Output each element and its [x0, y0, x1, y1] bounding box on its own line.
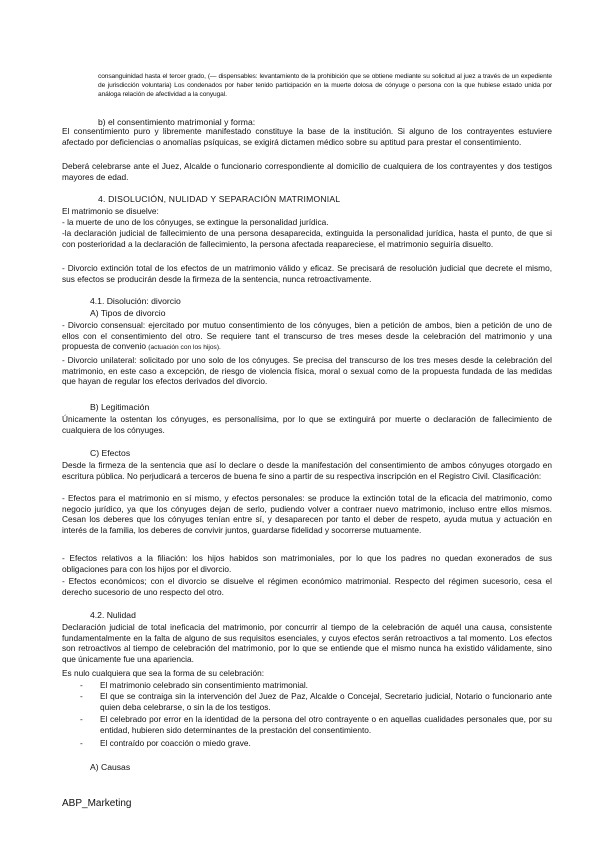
section-causas-heading: A) Causas — [90, 762, 131, 772]
section-4-paragraph-4: - Divorcio extinción total de los efectos de un matrimonio válido y eficaz. Se precisará de resolución judicial que decrete el mismo, sus efectos se producirán desde la firmeza de la sentencia, nunca retroactivamente. — [62, 263, 552, 284]
list-item — [80, 680, 552, 691]
list-item-text: El matrimonio celebrado sin consentimiento matrimonial. — [100, 680, 308, 690]
section-4-2-heading: 4.2. Nulidad — [90, 610, 136, 620]
section-4-paragraph-2: - la muerte de uno de los cónyuges, se extingue la personalidad jurídica. — [62, 217, 329, 227]
section-4-2-paragraph-1: Declaración judicial de total ineficacia del matrimonio, por concurrir al tiempo de la celebración de aquél una causa, consistente fundamentalmente en la falta de alguno de sus requisitos esenciales, y cuyos efectos serán retroactivos a tal momento. Los efectos son retroactivos al tiempo de celebración del matrimonio, por lo que se entiende que el mismo nunca ha existido válidamente, sino que únicamente fue una apariencia. — [62, 622, 552, 664]
section-b-legitimacion-paragraph: Únicamente la ostentan los cónyuges, es personalísima, por lo que se extinguirá por muerte o declaración de fallecimiento de cualquiera de los cónyuges. — [62, 414, 552, 435]
section-4-heading: 4. DISOLUCIÓN, NULIDAD Y SEPARACIÓN MATRIMONIAL — [98, 194, 341, 204]
list-item — [80, 691, 552, 712]
section-c-heading: C) Efectos — [90, 448, 131, 458]
list-item — [80, 738, 552, 749]
section-b-heading: b) el consentimiento matrimonial y forma: — [98, 117, 256, 127]
list-item-text: El celebrado por error en la identidad de la persona del otro contrayente o en aquellas cualidades personales que, por su entidad, hubieren sido determinantes de la prestación del consentimiento. — [100, 714, 552, 735]
section-b-legitimacion-heading: B) Legitimación — [90, 402, 150, 412]
section-a-paragraph-2: - Divorcio unilateral: solicitado por uno solo de los cónyuges. Se precisa del transcurso de los tres meses desde la celebración del matrimonio, en este caso a excepción, de riesgo de violencia física, moral o sexual como de la propuesta fundada de las medidas que hayan de regular los efectos derivados del divorcio. — [62, 355, 552, 386]
list-item — [80, 714, 552, 735]
list-item-text: El que se contraiga sin la intervención del Juez de Paz, Alcalde o Concejal, Secretario judicial, Notario o funcionario ante quien deba celebrarse, o sin la de los testigos. — [100, 691, 552, 712]
page-footer: ABP_Marketing — [62, 798, 132, 809]
section-b-paragraph-2: Deberá celebrarse ante el Juez, Alcalde o funcionario correspondiente al domicilio de cualquiera de los contrayentes y dos testigos mayores de edad. — [62, 161, 552, 182]
list-dash: - — [80, 738, 83, 748]
list-dash: - — [80, 680, 83, 690]
list-item-text: El contraído por coacción o miedo grave. — [100, 738, 251, 748]
list-dash: - — [80, 714, 83, 724]
section-a-heading: A) Tipos de divorcio — [90, 308, 166, 318]
section-4-1-heading: 4.1. Disolución: divorcio — [90, 296, 181, 306]
section-c-paragraph-1: Desde la firmeza de la sentencia que así lo declare o desde la manifestación del consentimiento de ambos cónyuges otorgado en escritura pública. No perjudicará a terceros de buena fe sino a partir de su respectiva inscripción en el Registro Civil. Clasificación: — [62, 460, 552, 481]
section-4-2-paragraph-2: Es nulo cualquiera que sea la forma de su celebración: — [62, 668, 265, 678]
section-a-paragraph-1-main: - Divorcio consensual: ejercitado por mutuo consentimiento de los cónyuges, bien a petición de ambos, bien a petición de uno de ellos con el consentimiento del otro. Se requiere tant el transcurso de tres meses desde la celebración del matrimonio y una propuesta de convenio — [62, 320, 552, 351]
intro-small-text: consanguinidad hasta el tercer grado, (— dispensables: levantamiento de la prohibición que se obtiene mediante su solicitud al juez a través de un expediente de jurisdicción voluntaria) Los condenados por haber tenido participación en la muerte dolosa de cónyuge o persona con la que hubiese estado unida por análoga relación de afectividad a la conyugal. — [98, 73, 552, 98]
section-4-paragraph-1: El matrimonio se disuelve: — [62, 206, 159, 216]
list-dash: - — [80, 691, 83, 701]
section-b-paragraph-1: El consentimiento puro y libremente manifestado constituye la base de la institución. Si alguno de los contrayentes estuviere afectado por deficiencias o anomalías psíquicas, se exigirá dictamen médico sobre su aptitud para prestar el consentimiento. — [62, 126, 552, 147]
section-a-paragraph-1-note: (actuación con los hijos). — [148, 344, 221, 351]
section-4-paragraph-3: -la declaración judicial de fallecimiento de una persona desaparecida, extinguida la personalidad jurídica, hasta el punto, de que si con posterioridad a la declaración de fallecimiento, la persona afectada reapareciese, el matrimonio seguiría disuelto. — [62, 228, 552, 249]
section-a-paragraph-1 — [62, 320, 552, 354]
section-c-paragraph-3: - Efectos relativos a la filiación: los hijos habidos son matrimoniales, por lo que los padres no quedan exonerados de sus obligaciones para con los hijos por el divorcio. — [62, 553, 552, 574]
section-c-paragraph-4: - Efectos económicos; con el divorcio se disuelve el régimen económico matrimonial. Respecto del régimen sucesorio, cesa el derecho sucesorio de uno respecto del otro. — [62, 576, 552, 597]
section-c-paragraph-2: - Efectos para el matrimonio en sí mismo, y efectos personales: se produce la extinción total de la eficacia del matrimonio, como negocio jurídico, ya que los cónyuges dejan de serlo, pudiendo volver a contraer nuevo matrimonio, incluso entre ellos mismos. Cesan los deberes que los cónyuges tenían entre sí, y desaparecen por tanto el deber de respeto, ayuda mutua y actuación en interés de la familia, los deberes de convivir juntos, guardarse fidelidad y socorrerse mutuamente. — [62, 493, 552, 535]
